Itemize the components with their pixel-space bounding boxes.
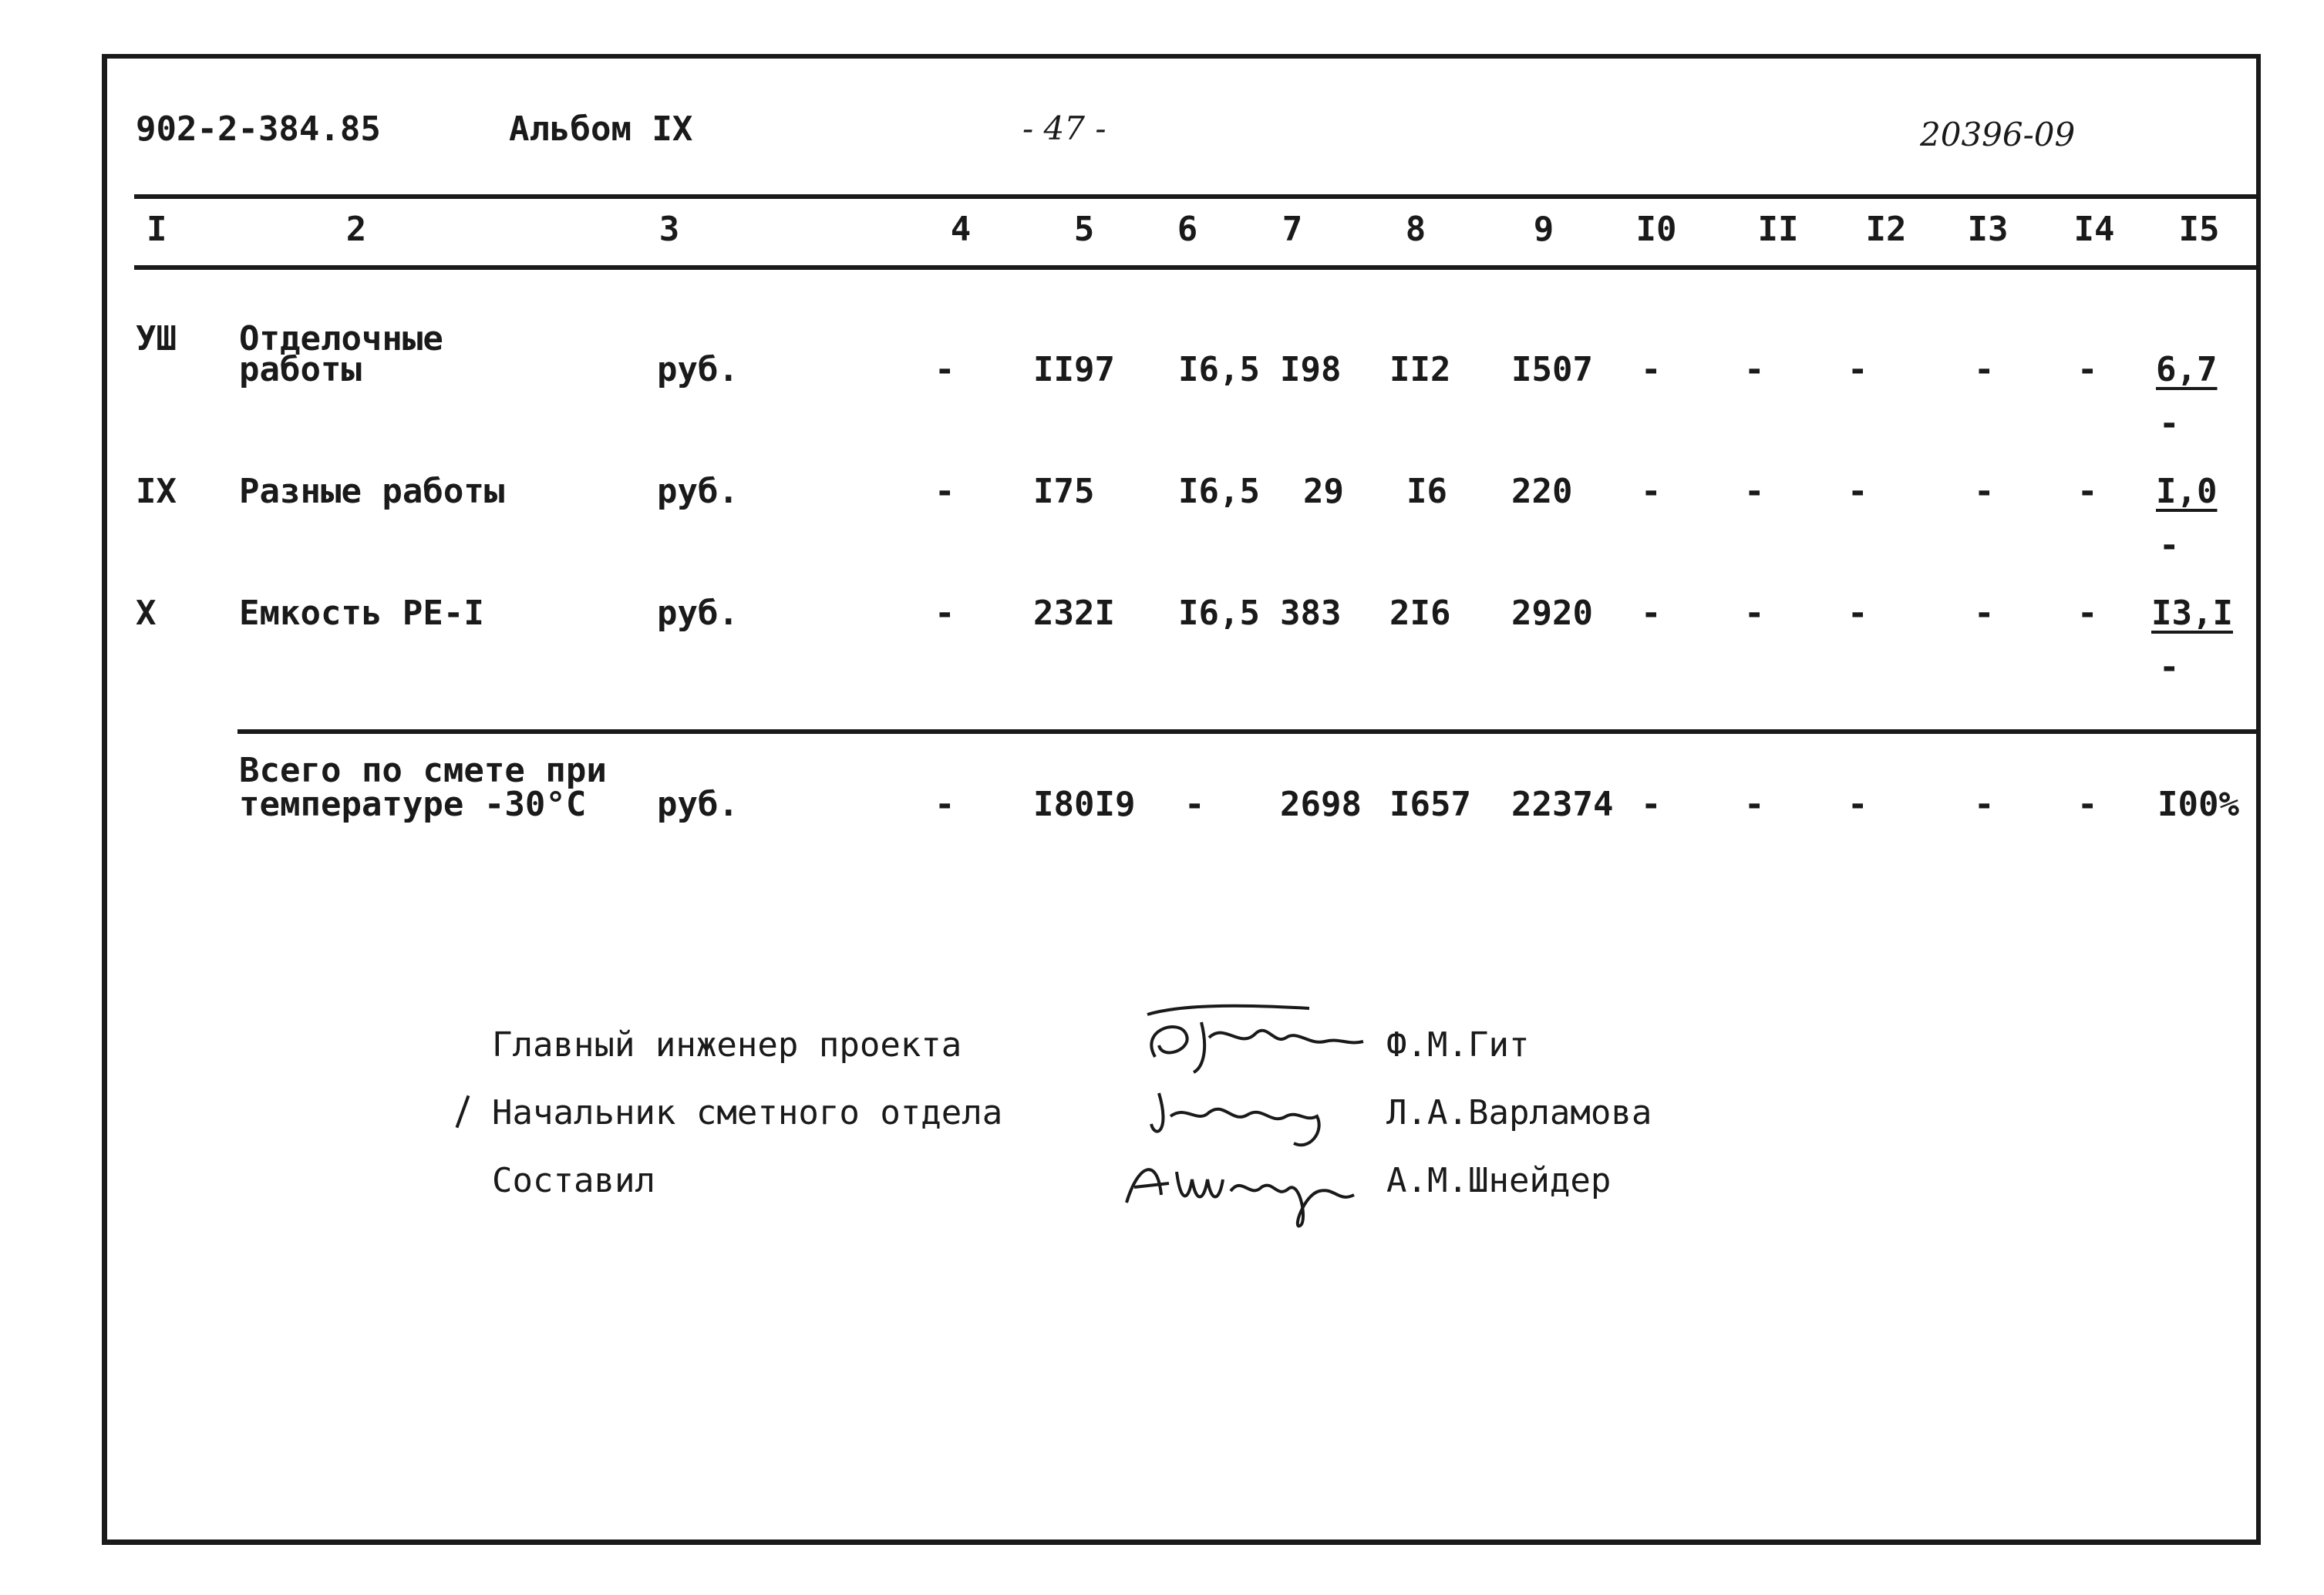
- col-header-2: 2: [345, 210, 367, 249]
- row-name-line1: Емкость РЕ-I: [239, 594, 484, 633]
- total-name-line1: Всего по смете при: [239, 751, 607, 790]
- signer-name: Ф.М.Гит: [1386, 1025, 1530, 1065]
- row-c14: -: [2077, 594, 2098, 633]
- col-header-11: II: [1757, 210, 1799, 249]
- signature-git: [1132, 999, 1379, 1076]
- sheet-code: 20396-09: [1920, 116, 2076, 153]
- row-name-line2: работы: [239, 350, 362, 389]
- row-c10: -: [1641, 594, 1662, 633]
- header-bottom-rule: [134, 265, 2259, 270]
- row-number: IX: [136, 472, 177, 511]
- row-c11: -: [1744, 472, 1765, 511]
- row-c13: -: [1974, 350, 1995, 389]
- row-c12: -: [1847, 594, 1868, 633]
- row-c13: -: [1974, 594, 1995, 633]
- col-header-7: 7: [1282, 210, 1303, 249]
- row-unit: руб.: [657, 594, 739, 633]
- row-c6: I6,5: [1178, 350, 1260, 389]
- header-top-rule: [134, 194, 2259, 199]
- row-c6: I6,5: [1178, 594, 1260, 633]
- total-rule: [237, 729, 2259, 734]
- row-name-line1: Разные работы: [239, 472, 505, 511]
- row-c11: -: [1744, 350, 1765, 389]
- total-c7: 2698: [1280, 785, 1362, 824]
- col-header-14: I4: [2073, 210, 2115, 249]
- row-c15-dash: -: [2159, 526, 2180, 565]
- row-c12: -: [1847, 472, 1868, 511]
- total-c13: -: [1974, 785, 1995, 824]
- total-c9: 22374: [1511, 785, 1614, 824]
- row-c15-dash: -: [2159, 648, 2180, 687]
- row-c8: I6: [1406, 472, 1447, 511]
- total-c4: -: [935, 785, 955, 824]
- row-number: УШ: [136, 319, 177, 358]
- total-name-line2: температуре -30°С: [239, 785, 587, 824]
- total-c6: -: [1184, 785, 1205, 824]
- row-c11: -: [1744, 594, 1765, 633]
- signer-name: А.М.Шнейдер: [1386, 1161, 1612, 1200]
- total-c11: -: [1744, 785, 1765, 824]
- row-c5: 232I: [1033, 594, 1115, 633]
- row-c12: -: [1847, 350, 1868, 389]
- row-c9: I507: [1511, 350, 1593, 389]
- row-c7: 383: [1280, 594, 1342, 633]
- col-header-15: I5: [2178, 210, 2220, 249]
- total-c15: I00%: [2157, 785, 2239, 824]
- total-c14: -: [2077, 785, 2098, 824]
- col-header-5: 5: [1073, 210, 1095, 249]
- row-c4: -: [935, 350, 955, 389]
- row-number: X: [136, 594, 157, 633]
- row-c9: 220: [1511, 472, 1573, 511]
- album-label: Альбом IX: [509, 109, 693, 149]
- page-number: - 47 -: [1022, 109, 1106, 147]
- col-header-3: 3: [658, 210, 680, 249]
- signer-name: Л.А.Варламова: [1386, 1093, 1652, 1132]
- row-c14: -: [2077, 472, 2098, 511]
- total-c5: I80I9: [1033, 785, 1136, 824]
- total-c12: -: [1847, 785, 1868, 824]
- row-unit: руб.: [657, 472, 739, 511]
- total-c8: I657: [1389, 785, 1471, 824]
- row-c5: I75: [1033, 472, 1095, 511]
- row-c15-share: I,0: [2156, 472, 2218, 511]
- col-header-12: I2: [1865, 210, 1907, 249]
- signature-varlamova: [1140, 1078, 1371, 1155]
- col-header-4: 4: [950, 210, 972, 249]
- row-c10: -: [1641, 472, 1662, 511]
- row-c4: -: [935, 472, 955, 511]
- col-header-9: 9: [1533, 210, 1554, 249]
- signer-role: Главный инженер проекта: [492, 1025, 962, 1065]
- col-header-8: 8: [1405, 210, 1426, 249]
- row-c15-dash: -: [2159, 404, 2180, 443]
- row-c8: II2: [1389, 350, 1451, 389]
- signer-role: Начальник сметного отдела: [492, 1093, 1003, 1132]
- row-c4: -: [935, 594, 955, 633]
- row-c15-share: 6,7: [2156, 350, 2218, 389]
- row-name-line1: Отделочные: [239, 319, 443, 358]
- row-unit: руб.: [657, 350, 739, 389]
- signature-shneider: [1115, 1149, 1377, 1233]
- row-c13: -: [1974, 472, 1995, 511]
- row-c8: 2I6: [1389, 594, 1451, 633]
- row-c6: I6,5: [1178, 472, 1260, 511]
- col-header-10: I0: [1635, 210, 1677, 249]
- row-c5: II97: [1033, 350, 1115, 389]
- total-unit: руб.: [657, 785, 739, 824]
- row-c7: 29: [1303, 472, 1344, 511]
- total-c10: -: [1641, 785, 1662, 824]
- row-c9: 2920: [1511, 594, 1593, 633]
- row-c14: -: [2077, 350, 2098, 389]
- row-c15-share: I3,I: [2151, 594, 2233, 633]
- col-header-6: 6: [1177, 210, 1198, 249]
- doc-code: 902-2-384.85: [136, 109, 381, 149]
- row-c10: -: [1641, 350, 1662, 389]
- col-header-13: I3: [1967, 210, 2009, 249]
- col-header-1: I: [147, 210, 167, 249]
- signer-role: Составил: [492, 1161, 655, 1200]
- row-c7: I98: [1280, 350, 1342, 389]
